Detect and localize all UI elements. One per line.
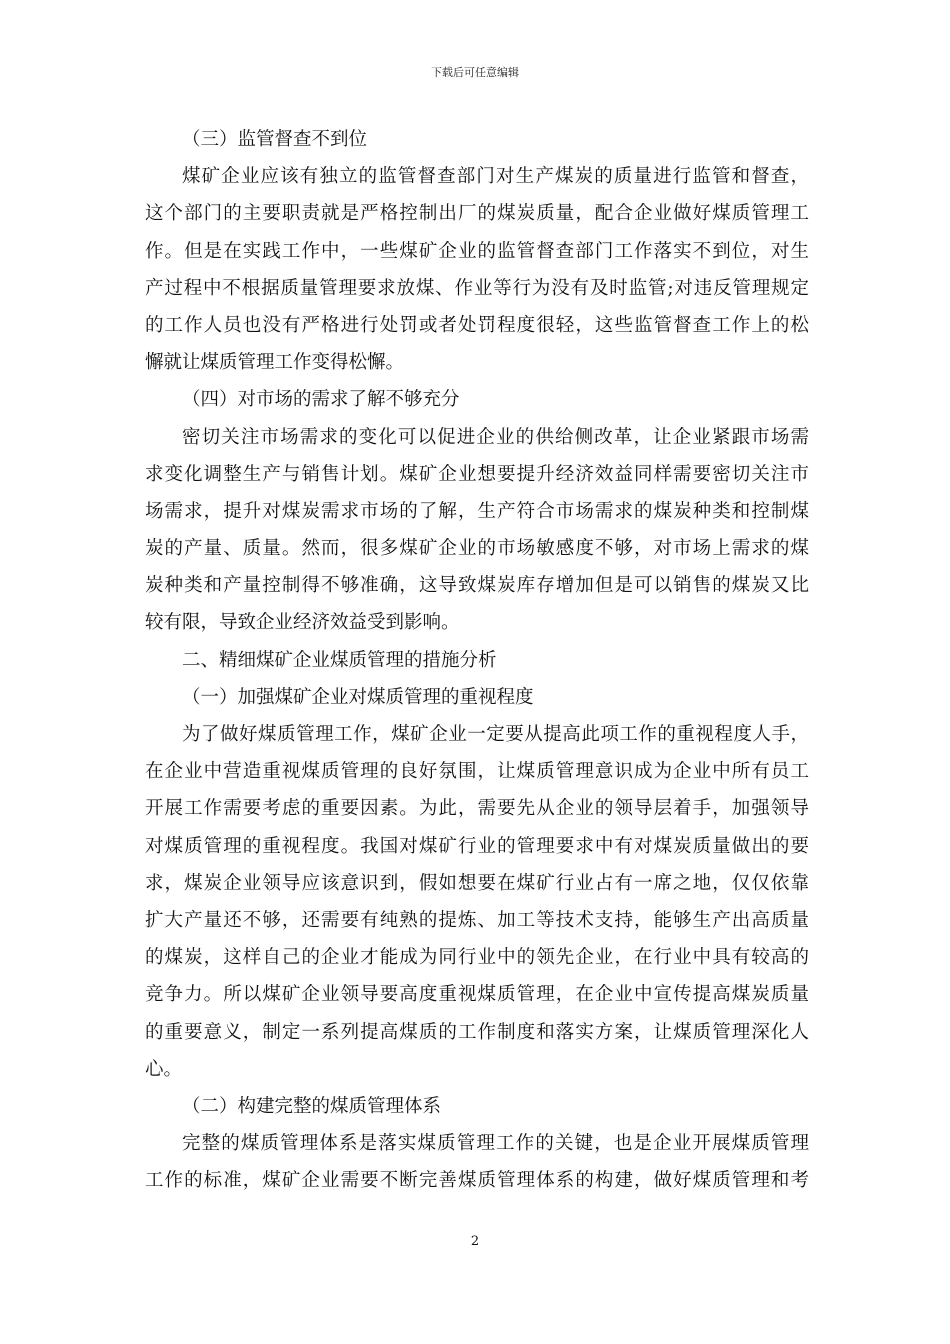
text-line: 求变化调整生产与销售计划。煤矿企业想要提升经济效益同样需要密切关注市 — [145, 463, 809, 485]
text-line: 在企业中营造重视煤质管理的良好氛围，让煤质管理意识成为企业中所有员工 — [145, 761, 809, 783]
text-line: 对煤质管理的重视程度。我国对煤矿行业的管理要求中有对煤炭质量做出的要 — [145, 835, 809, 857]
page-number: 2 — [470, 1234, 480, 1249]
page-header: 下载后可任意编辑 — [431, 66, 519, 79]
text-line: 开展工作需要考虑的重要因素。为此，需要先从企业的领导层着手，加强领导 — [145, 798, 809, 820]
text-line: 懈就让煤质管理工作变得松懈。 — [145, 352, 405, 374]
text-line: 二、精细煤矿企业煤质管理的措施分析 — [182, 649, 497, 671]
text-line: （四）对市场的需求了解不够充分 — [182, 389, 460, 411]
text-line: 煤矿企业应该有独立的监管督查部门对生产煤炭的质量进行监管和督查， — [182, 166, 809, 188]
text-line: 较有限，导致企业经济效益受到影响。 — [145, 612, 460, 634]
text-line: 求，煤炭企业领导应该意识到，假如想要在煤矿行业占有一席之地，仅仅依靠 — [145, 872, 809, 894]
text-line: 扩大产量还不够，还需要有纯熟的提炼、加工等技术支持，能够生产出高质量 — [145, 909, 809, 931]
text-line: 场需求，提升对煤炭需求市场的了解，生产符合市场需求的煤炭种类和控制煤 — [145, 500, 809, 522]
text-line: 完整的煤质管理体系是落实煤质管理工作的关键，也是企业开展煤质管理 — [182, 1133, 809, 1155]
text-line: 作。但是在实践工作中，一些煤矿企业的监管督查部门工作落实不到位，对生 — [145, 240, 809, 262]
text-line: 产过程中不根据质量管理要求放煤、作业等行为没有及时监管;对违反管理规定 — [145, 277, 809, 299]
text-line: 的工作人员也没有严格进行处罚或者处罚程度很轻，这些监管督查工作上的松 — [145, 314, 809, 336]
text-line: 这个部门的主要职责就是严格控制出厂的煤炭质量，配合企业做好煤质管理工 — [145, 203, 809, 225]
text-line: 的煤炭，这样自己的企业才能成为同行业中的领先企业，在行业中具有较高的 — [145, 947, 809, 969]
text-line: 工作的标准，煤矿企业需要不断完善煤质管理体系的构建，做好煤质管理和考 — [145, 1170, 809, 1192]
text-line: 炭种类和产量控制得不够准确，这导致煤炭库存增加但是可以销售的煤炭又比 — [145, 575, 809, 597]
text-line: 为了做好煤质管理工作，煤矿企业一定要从提高此项工作的重视程度人手， — [182, 724, 809, 745]
text-line: 炭的产量、质量。然而，很多煤矿企业的市场敏感度不够，对市场上需求的煤 — [145, 538, 809, 560]
text-line: 心。 — [145, 1058, 183, 1080]
text-line: （三）监管督查不到位 — [182, 129, 368, 150]
document-body — [145, 121, 809, 1199]
text-line: 密切关注市场需求的变化可以促进企业的供给侧改革，让企业紧跟市场需 — [182, 426, 809, 448]
text-line: （二）构建完整的煤质管理体系 — [182, 1095, 442, 1117]
text-line: 的重要意义，制定一系列提高煤质的工作制度和落实方案，让煤质管理深化人 — [145, 1021, 809, 1043]
text-line: 竞争力。所以煤矿企业领导要高度重视煤质管理，在企业中宣传提高煤炭质量 — [145, 984, 809, 1006]
text-line: （一）加强煤矿企业对煤质管理的重视程度 — [182, 686, 534, 708]
